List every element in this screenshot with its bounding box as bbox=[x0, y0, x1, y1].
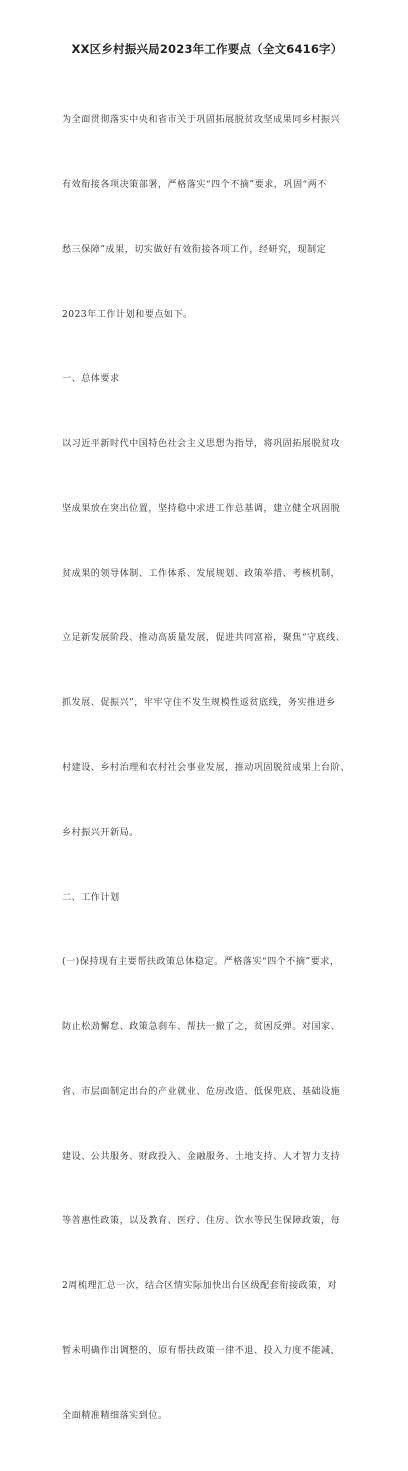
text-line: 暂未明确作出调整的，原有帮扶政策一律不退、投入力度不能减， bbox=[62, 1346, 341, 1357]
text-line: 2周梳理汇总一次，结合区情实际加快出台区级配套衔接政策，对 bbox=[62, 1281, 337, 1292]
section2-paragraph bbox=[62, 909, 372, 1470]
text-line: 省、市层面制定出台的产业就业、危房改造、低保兜底、基础设施 bbox=[62, 1086, 341, 1097]
text-line: 村建设、乡村治理和农村社会事业发展，推动巩固脱贫成果上台阶、 bbox=[62, 763, 350, 773]
text-line: 立足新发展阶段、推动高质量发展，促进共同富裕，聚焦“守底线、 bbox=[62, 633, 346, 644]
text-line: 2023年工作计划和要点如下。 bbox=[62, 309, 193, 320]
section-heading-overall: 一、总体要求 bbox=[62, 374, 120, 385]
text-line: 乡村振兴开新局。 bbox=[62, 827, 139, 838]
document-title: XX区乡村振兴局2023年工作要点（全文6416字） bbox=[71, 42, 343, 56]
text-line: 愁三保障”成果，切实做好有效衔接各项工作，经研究，现制定 bbox=[62, 244, 327, 255]
text-line: 以习近平新时代中国特色社会主义思想为指导，将巩固拓展脱贫攻 bbox=[62, 439, 341, 450]
section-heading-plan: 二、工作计划 bbox=[62, 892, 120, 903]
intro-paragraph bbox=[62, 67, 372, 369]
text-line: 全面精准精细落实到位。 bbox=[62, 1410, 168, 1421]
text-line: 等普惠性政策，以及教育、医疗、住房、饮水等民生保障政策，每 bbox=[62, 1216, 341, 1227]
text-line: 为全面贯彻落实中央和省市关于巩固拓展脱贫攻坚成果同乡村振兴 bbox=[62, 115, 341, 126]
text-line: 贫成果的领导体制、工作体系、发展规划、政策举措、考核机制， bbox=[62, 568, 341, 579]
text-line: 抓发展、促振兴”，牢牢守住不发生规模性返贫底线，务实推进乡 bbox=[62, 698, 336, 709]
text-line: 防止松劲懈怠、政策急刹车、帮扶一撤了之，贫困反弹。对国家、 bbox=[62, 1022, 341, 1033]
text-line: (一)保持现有主要帮扶政策总体稳定。严格落实“四个不摘”要求， bbox=[62, 957, 340, 968]
section1-paragraph bbox=[62, 391, 372, 888]
text-line: 有效衔接各项决策部署，严格落实“四个不摘”要求，巩固“两不 bbox=[62, 179, 327, 190]
text-line: 建设、公共服务、财政投入、金融服务、土地支持、人才智力支持 bbox=[62, 1151, 341, 1162]
text-line: 坚成果放在突出位置，坚持稳中求进工作总基调，建立健全巩固脱 bbox=[62, 503, 341, 514]
